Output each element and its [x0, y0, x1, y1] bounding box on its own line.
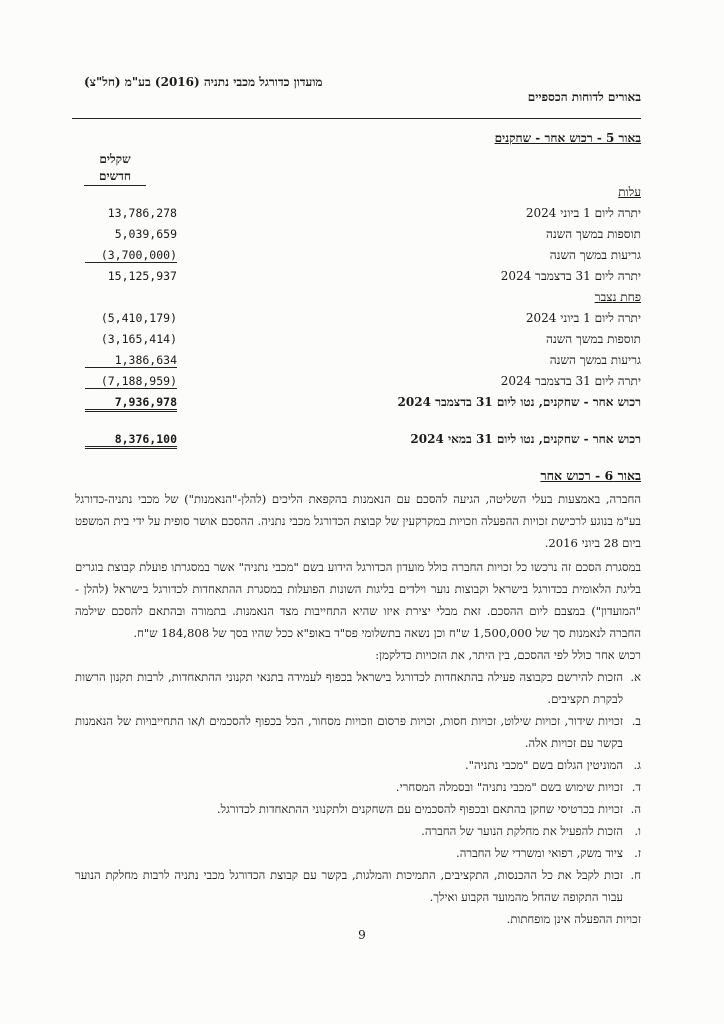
list-marker: ח.: [630, 868, 641, 882]
list-item: [75, 666, 641, 710]
row-label: גריעות במשך השנה: [549, 248, 641, 262]
list-marker: ב.: [631, 714, 641, 728]
list-item: [75, 820, 641, 842]
note5-title: באור 5 - רכוש אחר - שחקנים: [494, 131, 641, 145]
row-label: יתרה ליום 31 בדצמבר 2024: [500, 269, 641, 283]
row-label: רכוש אחר - שחקנים, נטו ליום 31 בדצמבר 2024: [397, 395, 641, 409]
list-marker: ד.: [631, 780, 641, 794]
row-label: עלות: [618, 185, 641, 199]
table-row: [81, 290, 641, 311]
table-row: [81, 311, 641, 332]
row-value: 7,936,978: [85, 395, 177, 412]
row-value: 13,786,278: [107, 206, 177, 220]
page-number: 9: [358, 928, 366, 942]
table-row: [81, 332, 641, 353]
company-name: מועדון כדורגל מכבי נתניה (2016) בע"מ (חל"צ): [84, 75, 323, 89]
row-value: (3,700,000): [85, 248, 177, 263]
list-text: זכויות בכרטיסי שחקן בהתאם ובכפוף להסכמים עם השחקנים ולתקנוני ההתאחדות לכדורגל.: [216, 802, 623, 816]
list-marker: ו.: [634, 824, 641, 838]
note6-body: [75, 488, 641, 930]
currency-line1: שקלים: [99, 152, 131, 166]
currency-header: [84, 151, 146, 186]
paragraph: זכויות ההפעלה אינן מופחתות.: [506, 912, 641, 926]
note6-title: באור 6 - רכוש אחר: [540, 468, 641, 483]
section-title: באורים לדוחות הכספיים: [527, 90, 641, 104]
table-row: [81, 227, 641, 248]
paragraph: החברה, באמצעות בעלי השליטה, הגיעה להסכם עם הנאמנות בהקפאת הליכים (להלן-"הנאמנות") של מכבי נתניה-כדורגל בע"מ בנוגע לרכישת זכויות ההפעלה וזכויות במקרקעין של קבוצת הכדורגל מכבי נתניה. ההסכם אושר סופית על ידי בית המשפט ביום 28 ביוני 2016.: [75, 492, 641, 550]
table-row-total: [81, 432, 641, 453]
table-row: [81, 374, 641, 395]
list-item: [75, 754, 641, 776]
list-item: [75, 710, 641, 754]
list-text: ציוד משק, רפואי ומשרדי של החברה.: [456, 846, 623, 860]
row-value: (7,188,959): [85, 374, 177, 389]
list-item: [75, 842, 641, 864]
table-row-total: [81, 395, 641, 416]
currency-line2: חדשים: [98, 169, 131, 183]
list-marker: ה.: [630, 802, 641, 816]
table-row: [81, 206, 641, 227]
row-label: יתרה ליום 1 ביוני 2024: [525, 311, 641, 325]
list-text: המוניטין הגלום בשם "מכבי נתניה".: [464, 758, 623, 772]
paragraph: במסגרת הסכם זה נרכשו כל זכויות החברה כולל מועדון הכדורגל הידוע בשם "מכבי נתניה" אשר במסגרתו פועלת קבוצת בוגרים בליגת הלאומית בכדורגל בישראל וקבוצות נוער וילדים בליגות השונות הפועלות במסגרת ההתאחדות לכדורגל בישראל (להלן - "המועדון") במצבם ליום ההסכם. זאת מבלי יצירת איזו שהיא התחייבות מצד הנאמנות. בתמורה ובהתאם להסכם שילמה החברה לנאמנות סך של 1,500,000 ש"ח וכן נשאה בתשלומי פס"ד באופ"א ככל שהיו בסך של 184,808 ש"ח.: [75, 560, 641, 640]
row-label: תוספות במשך השנה: [545, 227, 641, 241]
list-item: [75, 798, 641, 820]
header-rule: [72, 118, 641, 119]
list-text: הזכות להפעיל את מחלקת הנוער של החברה.: [421, 824, 623, 838]
row-value: (5,410,179): [100, 311, 177, 325]
list-text: הזכות להירשם כקבוצה פעילה בהתאחדות לכדורגל בישראל בכפוף לעמידה בתנאי תקנוני ההתאחדות, לרבות תקנון הרשות לבקרת תקציבים.: [75, 670, 623, 706]
paragraph: רכוש אחר כולל לפי ההסכם, בין היתר, את הזכויות כדלקמן:: [375, 648, 641, 662]
row-value: 1,386,634: [85, 353, 177, 368]
table-row: [81, 269, 641, 290]
row-label: תוספות במשך השנה: [545, 332, 641, 346]
list-marker: ג.: [633, 758, 641, 772]
row-value: 15,125,937: [107, 269, 177, 283]
list-item: [75, 864, 641, 908]
list-item: [75, 776, 641, 798]
list-text: זכויות שידור, זכויות שילוט, זכויות חסות, זכויות פרסום וזכויות מסחור, הכל בכפוף להסכמים ו/או התחייבויות של הנאמנות בקשר עם זכויות אלה.: [75, 714, 623, 750]
row-value: 8,376,100: [85, 432, 177, 449]
row-label: יתרה ליום 31 בדצמבר 2024: [500, 374, 641, 388]
row-label: גריעות במשך השנה: [549, 353, 641, 367]
row-value: (3,165,414): [100, 332, 177, 346]
list-marker: א.: [630, 670, 641, 684]
row-label: יתרה ליום 1 ביוני 2024: [525, 206, 641, 220]
row-value: 5,039,659: [114, 227, 177, 241]
list-marker: ז.: [634, 846, 641, 860]
row-label: רכוש אחר - שחקנים, נטו ליום 31 במאי 2024: [410, 432, 641, 446]
table-row: [81, 248, 641, 269]
row-label: פחת נצבר: [594, 290, 641, 304]
table-row: [81, 353, 641, 374]
list-text: זכויות שימוש בשם "מכבי נתניה" ובסמלה המסחרי.: [395, 780, 623, 794]
list-text: זכות לקבל את כל ההכנסות, התקציבים, התמיכות והמלגות, בקשר עם קבוצת הכדורגל מכבי נתניה לרבות מחלקת הנוער עבור התקופה שהחל מהמועד הקבוע ואילך.: [75, 868, 623, 904]
table-row: [81, 185, 641, 206]
